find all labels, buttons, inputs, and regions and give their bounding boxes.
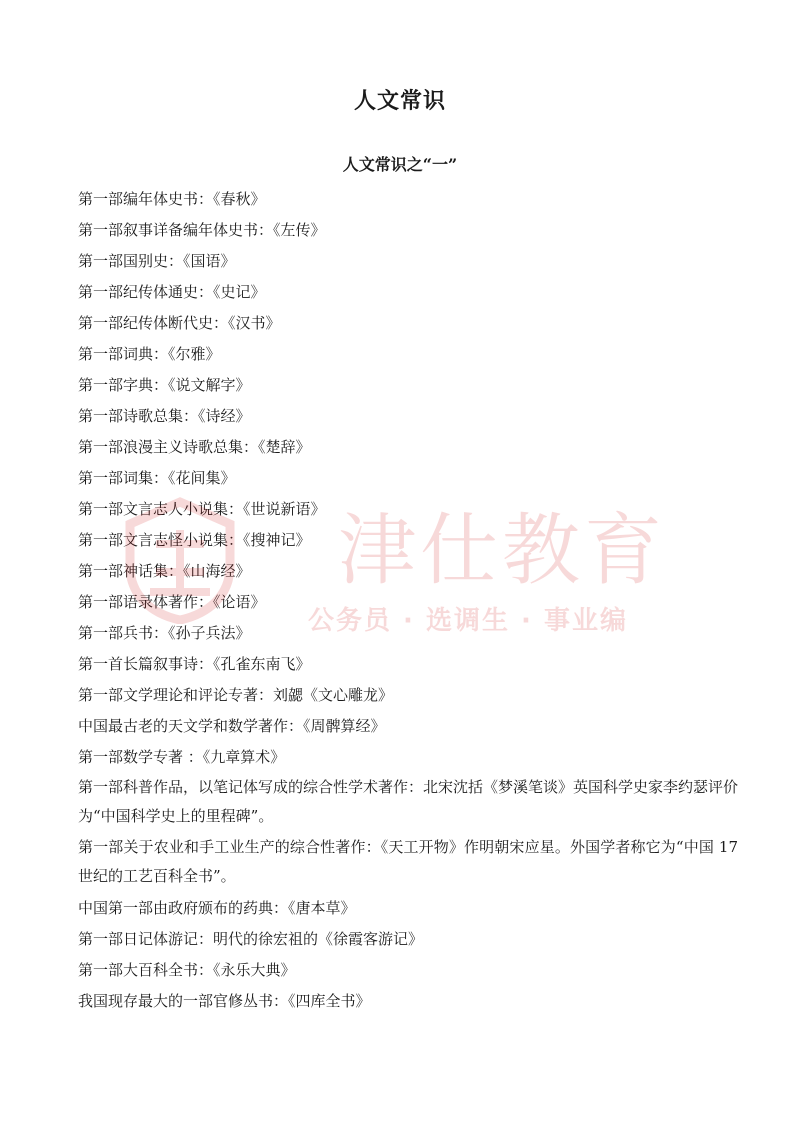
list-item: 第一部文言志人小说集：《世说新语》	[78, 500, 326, 518]
section-title: 人文常识之“一”	[342, 155, 458, 174]
list-item: 第一部日记体游记：明代的徐宏祖的《徐霞客游记》	[78, 930, 424, 948]
list-item: 中国最古老的天文学和数学著作：《周髀算经》	[78, 717, 386, 735]
list-item: 我国现存最大的一部官修丛书：《四库全书》	[78, 992, 371, 1010]
list-item: 第一部神话集：《山海经》	[78, 562, 251, 580]
list-item: 第一部字典：《说文解字》	[78, 376, 251, 394]
knowledge-list	[78, 184, 738, 1017]
list-item: 第一部词典：《尔雅》	[78, 345, 221, 363]
list-item: 第一部数学专著 ：《九章算术》	[78, 748, 286, 766]
list-item: 第一部纪传体断代史：《汉书》	[78, 314, 281, 332]
list-item: 第一部兵书：《孙子兵法》	[78, 624, 251, 642]
list-item: 第一部词集：《花间集》	[78, 469, 236, 487]
list-item: 第一部大百科全书：《永乐大典》	[78, 961, 296, 979]
list-item: 中国第一部由政府颁布的药典：《唐本草》	[78, 899, 356, 917]
list-item: 第一部语录体著作：《论语》	[78, 593, 266, 611]
list-item: 第一部纪传体通史：《史记》	[78, 283, 266, 301]
list-item: 第一部科普作品，以笔记体写成的综合性学术著作：北宋沈括《梦溪笔谈》英国科学史家李约瑟评价为“中国科学史上的里程碑”。	[78, 778, 739, 825]
list-item: 第一部编年体史书：《春秋》	[78, 190, 266, 208]
list-item: 第一部国别史：《国语》	[78, 252, 236, 270]
list-item: 第一部叙事详备编年体史书：《左传》	[78, 221, 326, 239]
list-item: 第一部文言志怪小说集：《搜神记》	[78, 531, 311, 549]
list-item: 第一部关于农业和手工业生产的综合性著作：《天工开物》作明朝宋应星。外国学者称它为“中国 17 世纪的工艺百科全书”。	[78, 838, 738, 885]
watermark-tagline: 公务员 · 选调生 · 事业编	[308, 606, 628, 636]
list-item: 第一部文学理论和评论专著：刘勰《文心雕龙》	[78, 686, 394, 704]
list-item: 第一部诗歌总集：《诗经》	[78, 407, 251, 425]
document-title: 人文常识	[353, 88, 446, 114]
list-item: 第一首长篇叙事诗：《孔雀东南飞》	[78, 655, 311, 673]
list-item: 第一部浪漫主义诗歌总集：《楚辞》	[78, 438, 311, 456]
watermark-brand-name: 津仕教育	[338, 506, 667, 596]
